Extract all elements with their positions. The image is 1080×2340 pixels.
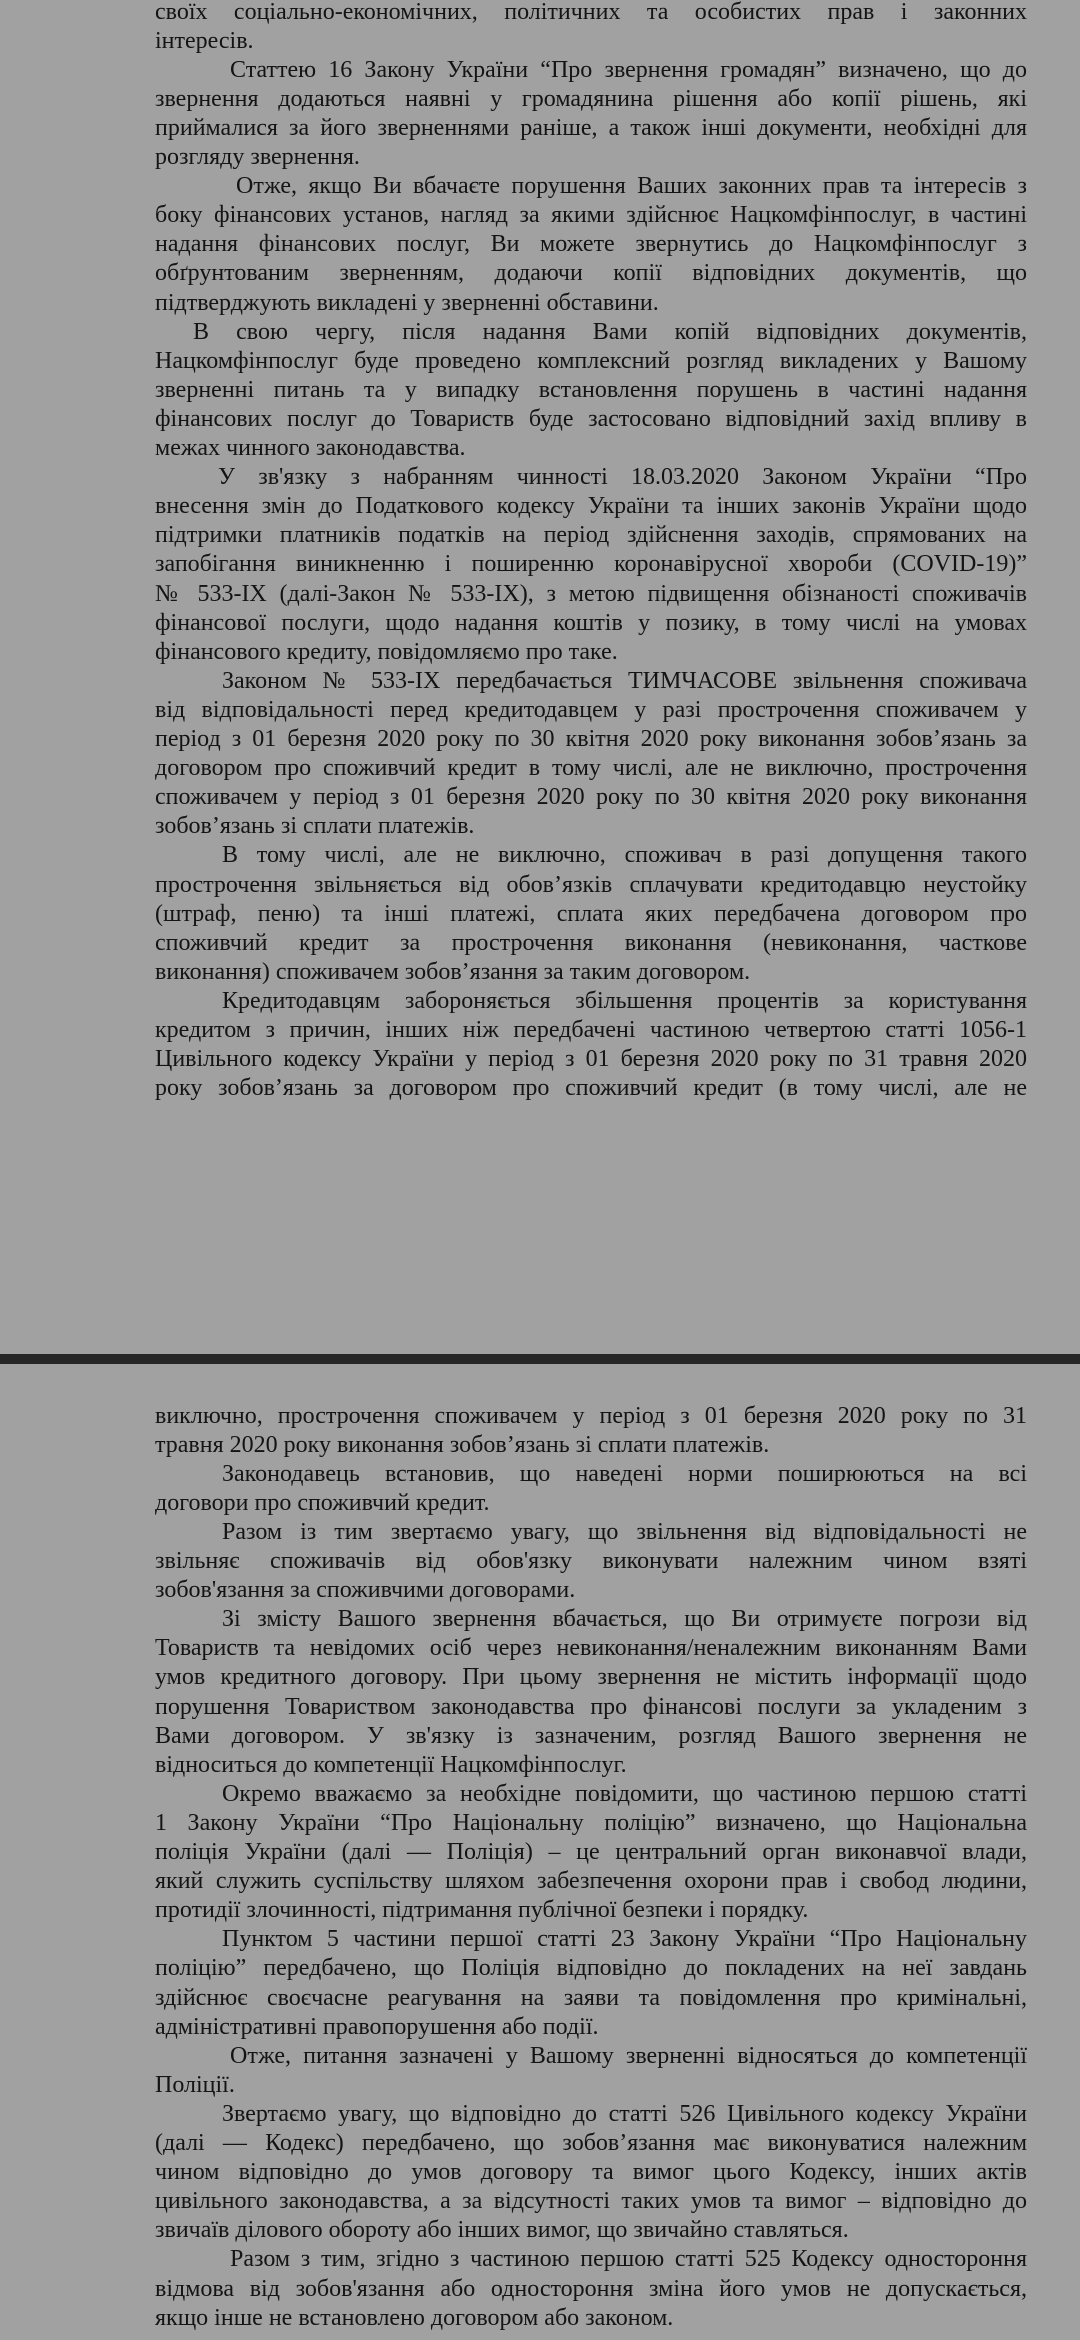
text-line: розгляду звернення. [155,144,360,170]
text-line: порушення Товариством законодавства про фінансові послуги за укладеним з [155,1693,1027,1720]
text-line: зобов'язання за споживчими договорами. [155,1577,576,1604]
text-line: договором про споживчий кредит в тому числі, але не виключно, прострочення [155,755,1027,782]
text-line: травня 2020 року виконання зобов’язань зі сплати платежів. [155,1431,770,1458]
text-line: звільняє споживачів від обов'язку виконувати належним чином взяті [155,1548,1027,1574]
text-line: підтверджують викладені у зверненні обставини. [155,289,659,316]
text-line: Законодавець встановив, що наведені норми поширюються на всі [222,1460,1027,1487]
text-line: фінансової послуги, щодо надання коштів у позику, в тому числі на умовах [155,609,1027,636]
text-line: своїх соціально-економічних, політичних та особистих прав і законних [155,0,1027,25]
text-line: 1 Закону України “Про Національну поліцію” визначено, що Національна [155,1809,1027,1836]
text-line: Кредитодавцям забороняється збільшення процентів за користування [222,987,1027,1014]
text-line: підтримки платників податків на період здійснення заходів, спрямованих на [155,522,1027,549]
text-line: фінансових послуг до Товариств буде застосовано відповідний захід впливу в [155,405,1027,432]
text-line: Цивільного кодексу України у період з 01 березня 2020 року по 31 травня 2020 [155,1046,1027,1073]
text-line: відмова від зобов'язання або одностороння зміна його умов не допускається, [155,2275,1027,2302]
text-line: У зв'язку з набранням чинності 18.03.2020 Законом України “Про [218,464,1027,491]
text-line: зверненні питань та у випадку встановлення порушень в частині надання [155,376,1027,403]
text-line: Разом із тим звертаємо увагу, що звільнення від відповідальності не [222,1518,1027,1545]
text-line: поліція України (далі — Поліція) – це центральний орган виконавчої влади, [155,1839,1027,1865]
text-line: кредитом з причин, інших ніж передбачені частиною четвертою статті 1056-1 [155,1017,1027,1043]
text-line: адміністративні правопорушення або події. [155,2013,599,2040]
text-line: приймалися за його зверненнями раніше, а також інші документи, необхідні для [155,114,1027,141]
text-line: обґрунтованим зверненням, додаючи копії відповідних документів, що [155,260,1027,287]
text-line: цивільного законодавства, а за відсутності таких умов та вимог – відповідно до [155,2188,1027,2215]
text-line: запобігання виникненню і поширенню коронавірусної хвороби (COVID-19)” [155,551,1027,578]
text-line: надання фінансових послуг, Ви можете звернутись до Нацкомфінпослуг з [155,231,1027,258]
text-line: фінансового кредиту, повідомляємо про таке. [155,638,618,665]
page-separator [0,1354,1080,1364]
text-line: умов кредитного договору. При цьому звернення не містить інформації щодо [155,1664,1027,1691]
text-line: виконання) споживачем зобов’язання за таким договором. [155,958,751,985]
text-line: Пунктом 5 частини першої статті 23 Закону України “Про Національну [222,1926,1027,1953]
document-page-2 [0,1364,1080,2340]
text-line: зобов’язань зі сплати платежів. [155,813,475,840]
text-line: звернення додаються наявні у громадянина рішення або копії рішень, які [155,85,1027,112]
text-line: Отже, якщо Ви вбачаєте порушення Ваших законних прав та інтересів з [236,173,1027,200]
text-line: Нацкомфінпослуг буде проведено комплексний розгляд викладених у Вашому [155,347,1027,374]
text-line: року зобов’язань за договором про споживчий кредит (в тому числі, але не [155,1075,1027,1102]
text-line: В свою чергу, після надання Вами копій відповідних документів, [193,318,1027,345]
text-line: якщо інше не встановлено договором або законом. [155,2304,674,2331]
text-line: Окремо вважаємо за необхідне повідомити, що частиною першою статті [222,1780,1027,1807]
text-line: Звертаємо увагу, що відповідно до статті 526 Цивільного кодексу України [222,2100,1027,2127]
text-line: від відповідальності перед кредитодавцем у разі прострочення споживачем у [155,696,1027,723]
text-line: Товариств та невідомих осіб через невиконання/неналежним виконанням Вами [155,1635,1027,1662]
text-line: Поліції. [155,2071,235,2098]
text-line: Законом № 533-IX передбачається ТИМЧАСОВЕ звільнення споживача [222,667,1027,694]
text-line: відноситься до компетенції Нацкомфінпослуг. [155,1751,627,1778]
text-line: Разом з тим, згідно з частиною першою статті 525 Кодексу одностороння [230,2246,1027,2273]
text-line: який служить суспільству шляхом забезпечення охорони прав і свобод людини, [155,1868,1027,1895]
text-line: Вами договором. У зв'язку із зазначеним, розгляд Вашого звернення не [155,1722,1027,1749]
text-line: чином відповідно до умов договору та вимог цього Кодексу, інших актів [155,2159,1027,2186]
text-line: Зі змісту Вашого звернення вбачається, що Ви отримуєте погрози від [222,1606,1027,1633]
text-line: інтересів. [155,27,254,54]
text-line: В тому числі, але не виключно, споживач в разі допущення такого [222,842,1027,869]
text-line: договори про споживчий кредит. [155,1489,490,1516]
text-line: здійснює своєчасне реагування на заяви та повідомлення про кримінальні, [155,1984,1027,2011]
text-line: поліцію” передбачено, що Поліція відповідно до покладених на неї завдань [155,1955,1027,1982]
text-line: період з 01 березня 2020 року по 30 квітня 2020 року виконання зобов’язань за [155,726,1027,752]
text-line: (далі — Кодекс) передбачено, що зобов’язання має виконуватися належним [155,2130,1027,2156]
text-line: Статтею 16 Закону України “Про звернення громадян” визначено, що до [230,56,1027,83]
text-line: споживачем у період з 01 березня 2020 року по 30 квітня 2020 року виконання [155,784,1027,811]
text-line: (штраф, пеню) та інші платежі, сплата яких передбачена договором про [155,900,1027,927]
text-line: протидії злочинності, підтримання публічної безпеки і порядку. [155,1897,809,1924]
text-line: споживчий кредит за прострочення виконання (невиконання, часткове [155,929,1027,956]
text-line: внесення змін до Податкового кодексу України та інших законів України щодо [155,493,1027,520]
text-line: прострочення звільняється від обов’язків сплачувати кредитодавцю неустойку [155,871,1027,898]
text-line: звичаїв ділового обороту або інших вимог, що звичайно ставляться. [155,2217,849,2244]
text-line: боку фінансових установ, нагляд за якими здійснює Нацкомфінпослуг, в частині [155,202,1027,229]
text-line: № 533-IX (далі-Закон № 533-IX), з метою підвищення обізнаності споживачів [155,580,1027,607]
text-line: Отже, питання зазначені у Вашому зверненні відносяться до компетенції [230,2042,1027,2069]
text-line: межах чинного законодавства. [155,435,466,461]
text-line: виключно, прострочення споживачем у період з 01 березня 2020 року по 31 [155,1402,1027,1429]
